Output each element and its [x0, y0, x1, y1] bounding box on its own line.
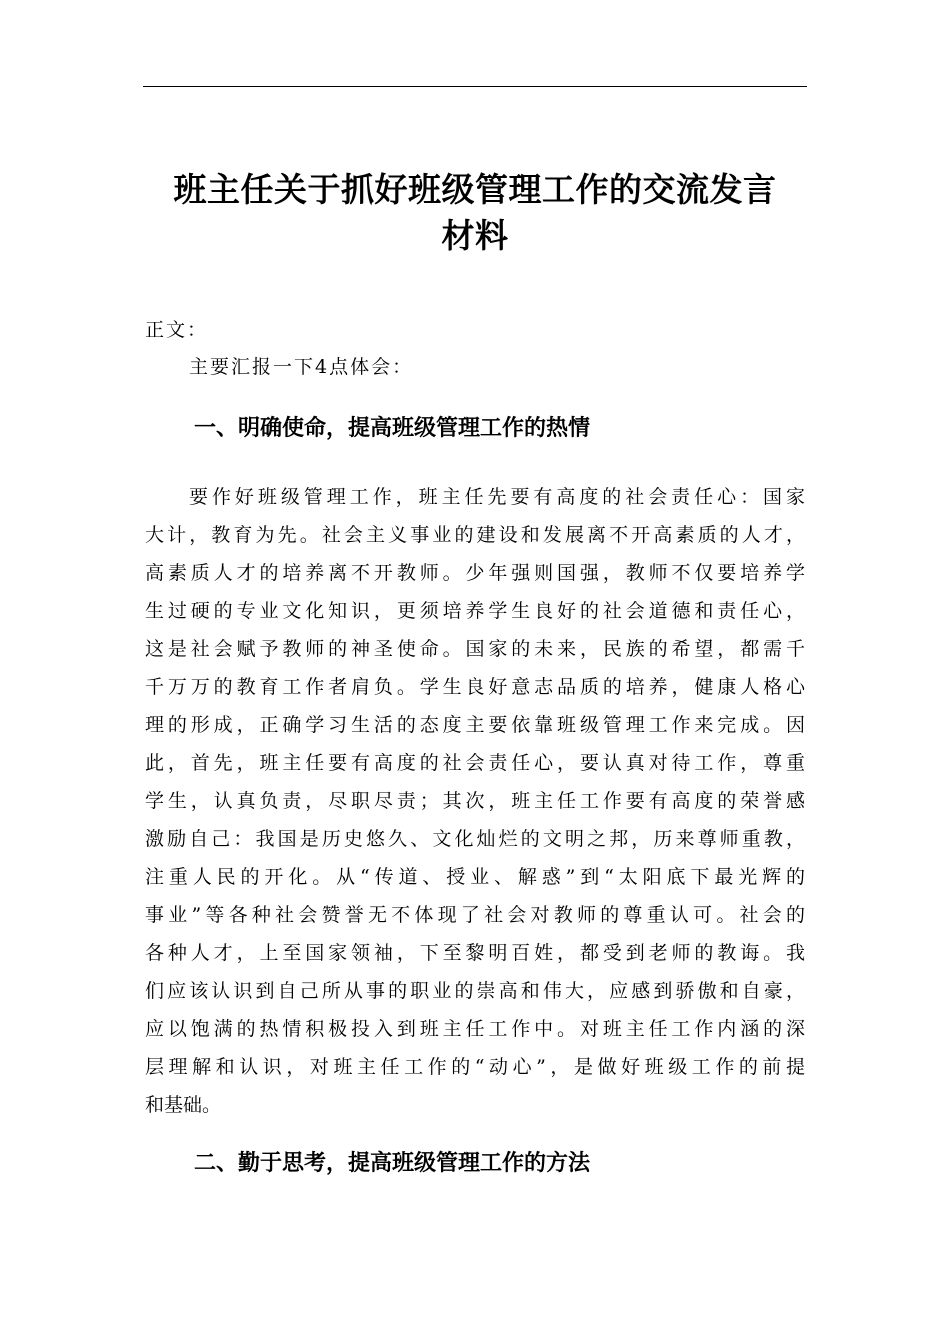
paragraph-1: [145, 478, 805, 1124]
paragraph-line: 注重人民的开化。从“传道、授业、解惑”到“太阳底下最光辉的: [145, 866, 805, 888]
paragraph-line: 这是社会赋予教师的神圣使命。国家的未来，民族的希望，都需千: [145, 638, 805, 660]
paragraph-line: 各种人才，上至国家领袖，下至黎明百姓，都受到老师的教诲。我: [145, 942, 805, 964]
title-line-2: 材料: [441, 216, 509, 255]
paragraph-line: 高素质人才的培养离不开教师。少年强则国强，教师不仅要培养学: [145, 562, 805, 584]
document-title: [143, 167, 807, 259]
section-heading-2: 二、勤于思考，提高班级管理工作的方法: [194, 1151, 591, 1176]
paragraph-line: 层理解和认识，对班主任工作的“动心”，是做好班级工作的前提: [145, 1056, 805, 1078]
paragraph-line: 们应该认识到自己所从事的职业的崇高和伟大，应感到骄傲和自豪，: [145, 980, 805, 1002]
paragraph-line: 事业”等各种社会赞誉无不体现了社会对教师的尊重认可。社会的: [145, 904, 805, 926]
body-label: 正文：: [145, 319, 209, 341]
intro-text: 主要汇报一下4点体会：: [189, 356, 414, 378]
header-rule: [143, 86, 807, 87]
paragraph-line: 要作好班级管理工作，班主任先要有高度的社会责任心：国家: [189, 486, 805, 508]
title-line-1: 班主任关于抓好班级管理工作的交流发言: [173, 170, 777, 209]
paragraph-line: 学生，认真负责，尽职尽责；其次，班主任工作要有高度的荣誉感: [145, 790, 805, 812]
paragraph-line: 激励自己：我国是历史悠久、文化灿烂的文明之邦，历来尊师重教，: [145, 828, 805, 850]
paragraph-line: 生过硬的专业文化知识，更须培养学生良好的社会道德和责任心，: [145, 600, 805, 622]
paragraph-line: 千万万的教育工作者肩负。学生良好意志品质的培养，健康人格心: [145, 676, 805, 698]
paragraph-line: 大计，教育为先。社会主义事业的建设和发展离不开高素质的人才，: [145, 524, 805, 546]
paragraph-line: 和基础。: [145, 1094, 222, 1116]
paragraph-line: 理的形成，正确学习生活的态度主要依靠班级管理工作来完成。因: [145, 714, 805, 736]
paragraph-line: 应以饱满的热情积极投入到班主任工作中。对班主任工作内涵的深: [145, 1018, 805, 1040]
section-heading-1: 一、明确使命，提高班级管理工作的热情: [194, 416, 591, 441]
paragraph-line: 此，首先，班主任要有高度的社会责任心，要认真对待工作，尊重: [145, 752, 805, 774]
